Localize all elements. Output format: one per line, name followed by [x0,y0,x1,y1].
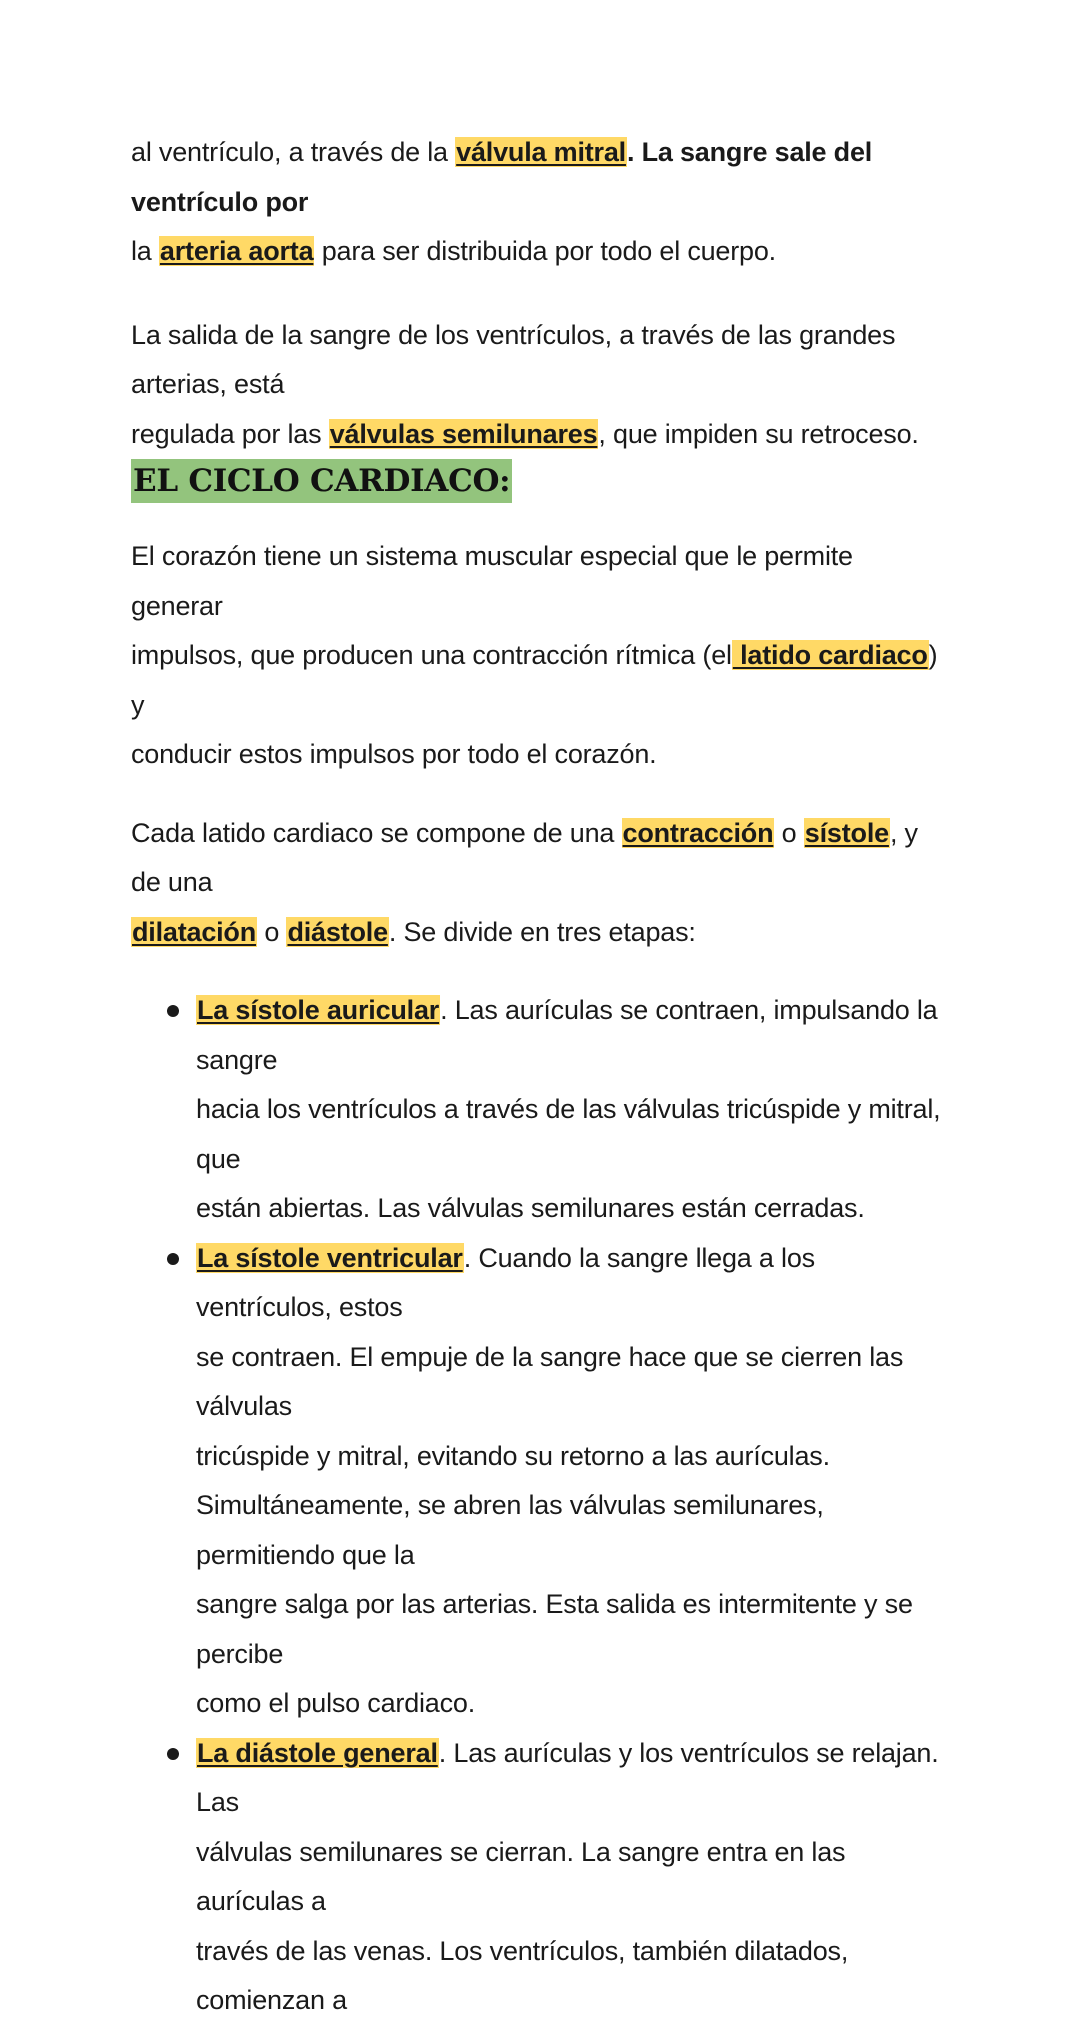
section-heading-row [131,459,951,503]
text: como el pulso cardiaco. [196,1688,476,1718]
text: La salida de la sangre de los ventrículos, a través de las grandes arterias, está [131,319,896,399]
text: impulsos, que producen una contracción rítmica (el [131,640,732,670]
paragraph-semilunares [131,311,951,460]
paragraph-latido [131,532,951,780]
highlight-dilatacion: dilatación [132,916,257,947]
text: hacia los ventrículos a través de las válvulas tricúspide y mitral, que [196,1094,941,1174]
text: regulada por las [131,418,329,449]
highlight-term: La diástole general [197,1737,438,1768]
text: , que impiden su retroceso. [598,418,919,449]
list-item [131,986,951,1234]
highlight-term: La sístole ventricular [197,1242,463,1273]
text: conducir estos impulsos por todo el corazón. [131,739,657,769]
text: . La sangre sale del ventrículo por [131,137,873,217]
text: . Cuando la sangre llega a los ventrículos, estos [196,1242,815,1322]
text: para ser distribuida por todo el cuerpo. [314,236,776,266]
text: . Las aurículas y los ventrículos se relajan. Las [196,1737,939,1817]
bullet-icon [167,1748,179,1760]
text: Simultáneamente, se abren las válvulas semilunares, permitiendo que la [196,1490,824,1570]
text: ) y [131,640,938,720]
highlight-arteria-aorta: arteria aorta [159,236,314,266]
highlight-valvula-mitral: válvula mitral [456,137,626,167]
highlight-valvulas-semilunares: válvulas semilunares [329,418,598,449]
text: tricúspide y mitral, evitando su retorno a las aurículas. [196,1440,830,1471]
bullet-icon [167,1005,179,1017]
text: válvulas semilunares se cierran. La sangre entra en las aurículas a [196,1836,846,1916]
highlight-diastole: diástole [287,916,388,947]
text: El corazón tiene un sistema muscular especial que le permite generar [131,541,853,621]
document-page [131,128,951,2026]
phases-list [131,986,951,2026]
bullet-icon [167,1253,179,1265]
paragraph-contraccion [131,809,951,958]
highlight-sistole: sístole [804,817,889,848]
highlight-term: La sístole auricular [197,995,440,1025]
text: sangre salga por las arterias. Esta salida es intermitente y se percibe [196,1589,913,1669]
text: través de las venas. Los ventrículos, también dilatados, comienzan a [196,1935,849,2015]
list-item [131,1234,951,1729]
text: . Las aurículas se contraen, impulsando la sangre [196,995,938,1075]
text: están abiertas. Las válvulas semilunares están cerradas. [196,1193,865,1223]
text: al ventrículo, a través de la [131,137,456,167]
highlight-contraccion: contracción [622,817,774,848]
text: o [257,916,287,947]
text: Cada latido cardiaco se compone de una [131,817,622,848]
list-item [131,1729,951,2026]
section-heading: EL CICLO CARDIACO: [131,459,512,503]
text: se contraen. El empuje de la sangre hace que se cierren las válvulas [196,1341,904,1421]
text: . Se divide en tres etapas: [388,916,696,947]
text: la [131,236,159,266]
paragraph-mitral-aorta [131,128,951,277]
highlight-latido-cardiaco: latido cardiaco [732,640,928,670]
text: , y de una [131,817,918,897]
text: o [774,817,804,848]
